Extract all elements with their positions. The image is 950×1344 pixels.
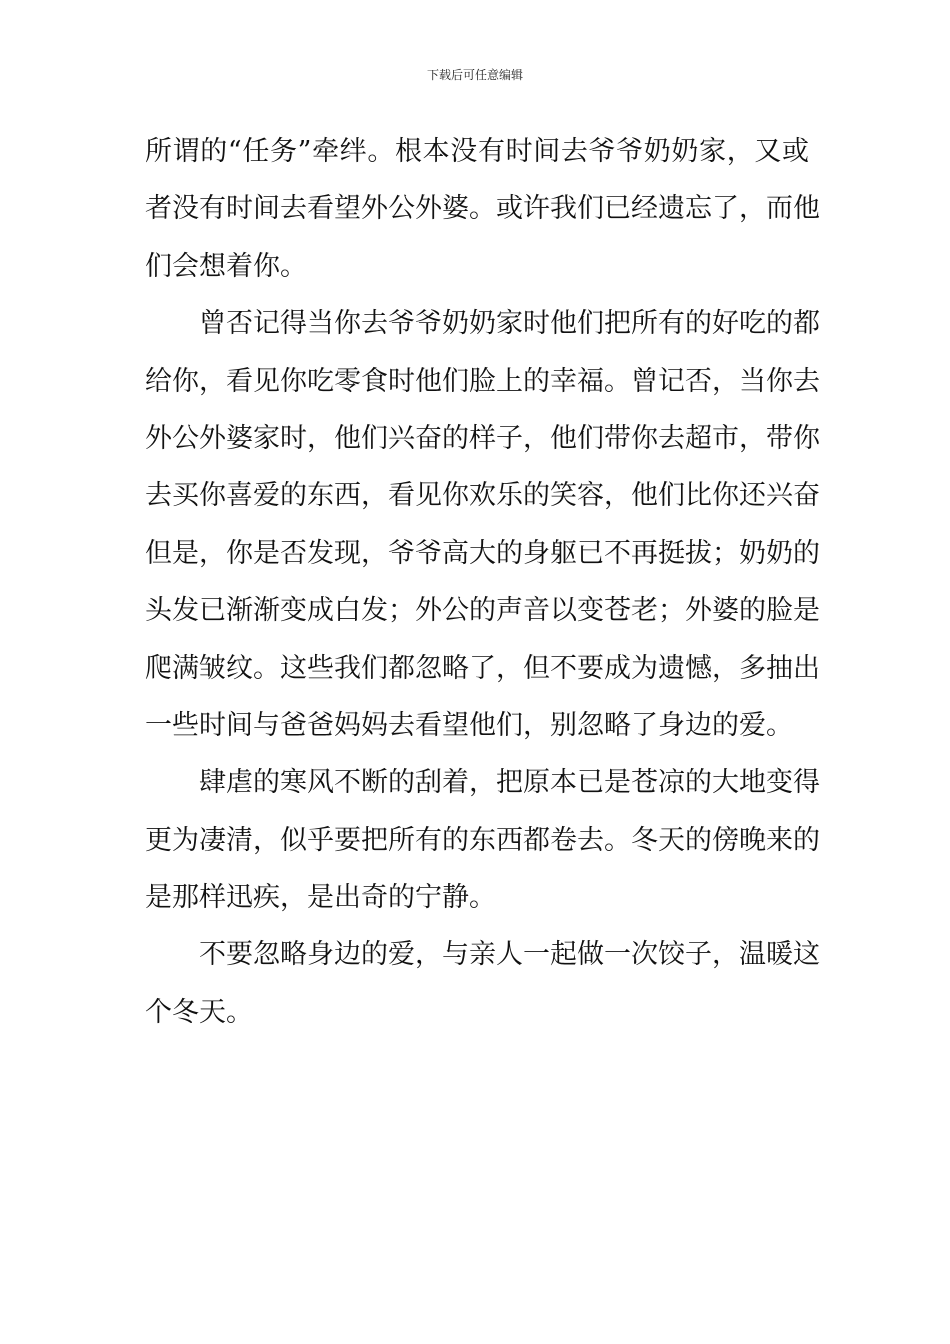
text-line: 更为凄清，似乎要把所有的东西都卷去。冬天的傍晚来的 (145, 824, 820, 856)
paragraph-first-line: 肆虐的寒风不断的刮着，把原本已是苍凉的大地变得 (199, 767, 820, 799)
text-line: 个冬天。 (145, 996, 253, 1028)
text-line: 去买你喜爱的东西，看见你欢乐的笑容，他们比你还兴奋 (145, 480, 820, 512)
paragraph-first-line: 不要忽略身边的爱，与亲人一起做一次饺子，温暖这 (199, 939, 820, 971)
text-line: 但是，你是否发现，爷爷高大的身躯已不再挺拔；奶奶的 (145, 537, 820, 569)
document-body (145, 123, 820, 1041)
text-line: 一些时间与爸爸妈妈去看望他们，别忽略了身边的爱。 (145, 709, 793, 741)
text-line: 外公外婆家时，他们兴奋的样子，他们带你去超市，带你 (145, 422, 820, 454)
text-line: 者没有时间去看望外公外婆。或许我们已经遗忘了，而他 (145, 193, 820, 225)
paragraph-first-line: 曾否记得当你去爷爷奶奶家时他们把所有的好吃的都 (199, 308, 820, 340)
text-line: 是那样迅疾，是出奇的宁静。 (145, 882, 496, 914)
page-header: 下载后可任意编辑 (426, 68, 523, 82)
text-line: 头发已渐渐变成白发；外公的声音以变苍老；外婆的脸是 (145, 595, 820, 627)
text-line: 们会想着你。 (145, 250, 307, 282)
text-line: 给你，看见你吃零食时他们脸上的幸福。曾记否，当你去 (145, 365, 820, 397)
text-line: 爬满皱纹。这些我们都忽略了，但不要成为遗憾，多抽出 (145, 652, 820, 684)
text-line: 所谓的“任务”牵绊。根本没有时间去爷爷奶奶家，又或 (145, 136, 809, 167)
